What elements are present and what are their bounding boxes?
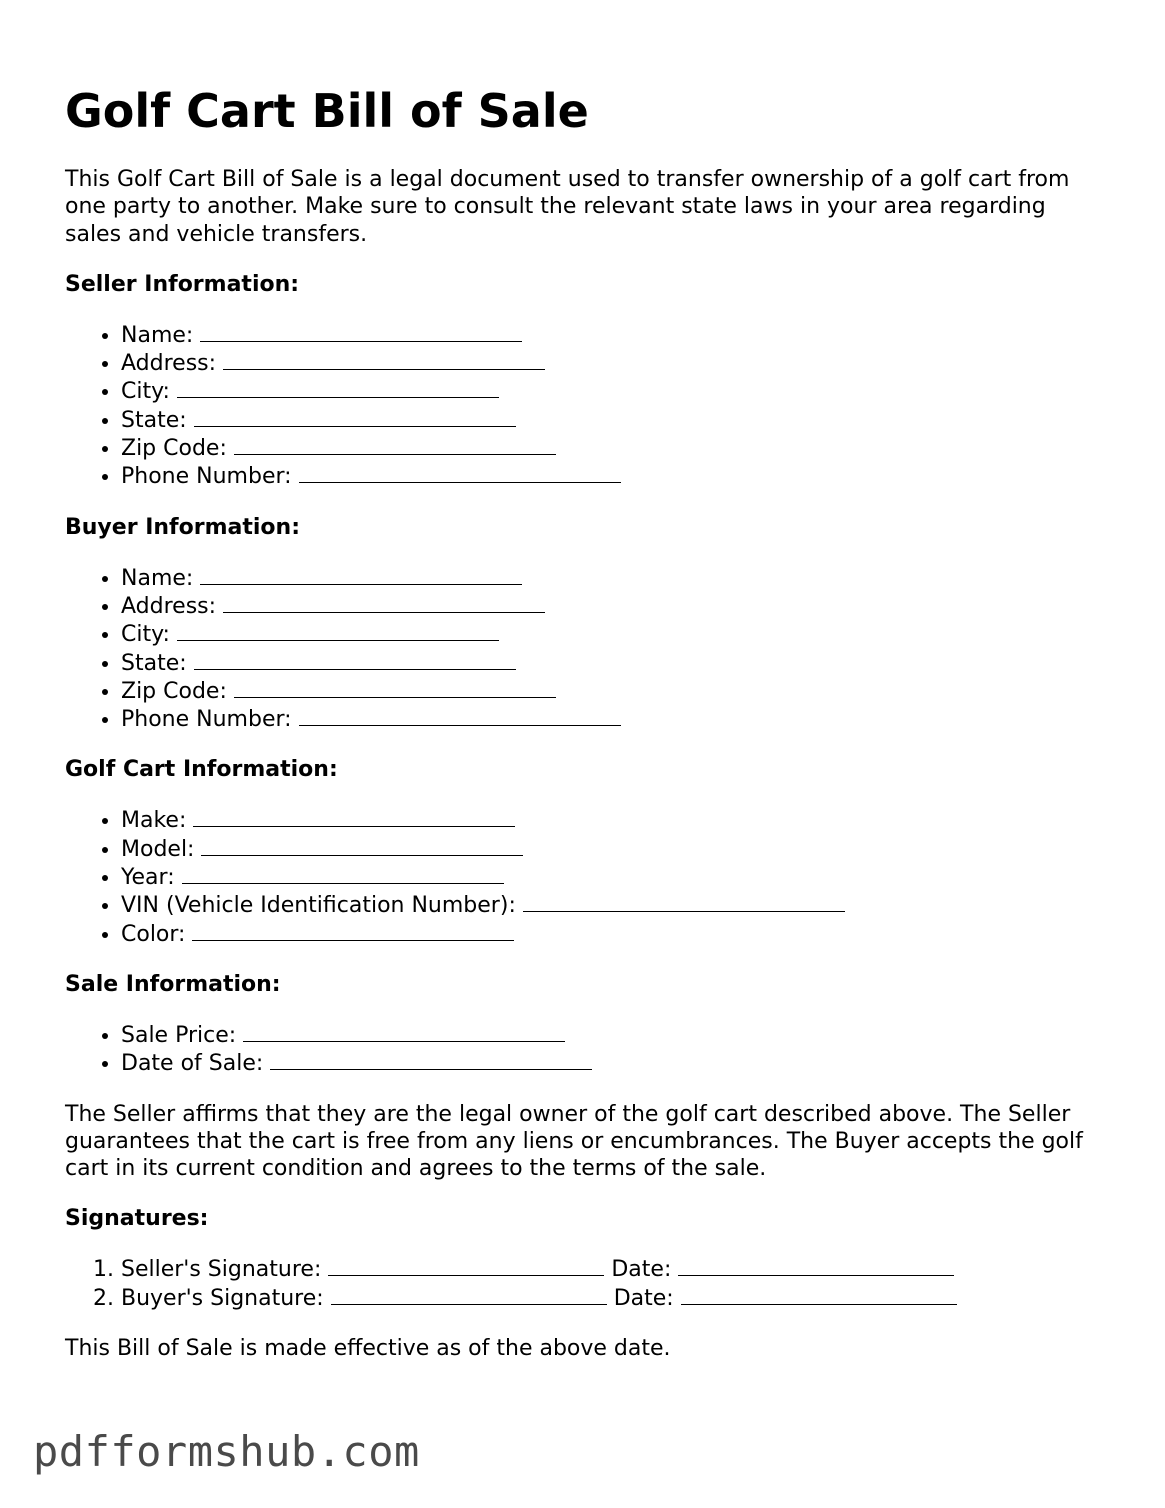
buyer-zip-item: • Zip Code:: [121, 677, 1105, 705]
buyer-phone-blank[interactable]: [299, 705, 621, 726]
seller-name-blank[interactable]: [200, 321, 522, 342]
cart-make-blank[interactable]: [193, 806, 515, 827]
signatures-heading: Signatures:: [65, 1206, 209, 1232]
seller-zip-item: • Zip Code:: [121, 434, 1105, 462]
cart-color-blank[interactable]: [192, 920, 514, 941]
cart-color-item: • Color:: [121, 920, 1105, 948]
cart-make-item: • Make:: [121, 806, 1105, 834]
document-title: Golf Cart Bill of Sale: [65, 84, 589, 138]
buyer-phone-item: • Phone Number:: [121, 705, 1105, 733]
buyer-address-item: • Address:: [121, 592, 1105, 620]
seller-zip-blank[interactable]: [234, 434, 556, 455]
seller-state-blank[interactable]: [194, 406, 516, 427]
seller-address-item: • Address:: [121, 349, 1105, 377]
sale-heading: Sale Information:: [65, 971, 281, 997]
cart-year-item: • Year:: [121, 863, 1105, 891]
buyer-zip-blank[interactable]: [234, 677, 556, 698]
buyer-name-blank[interactable]: [200, 564, 522, 585]
signatures-list: [65, 1255, 1105, 1312]
buyer-city-item: • City:: [121, 620, 1105, 648]
seller-fields-list: [65, 321, 1105, 491]
intro-paragraph: This Golf Cart Bill of Sale is a legal document used to transfer ownership of a golf cart from one party to another. Make sure to consult the relevant state laws in your area regarding sales and vehicle transfers.: [65, 167, 1070, 247]
seller-heading: Seller Information:: [65, 271, 300, 297]
buyer-state-item: • State:: [121, 649, 1105, 677]
sale-date-item: • Date of Sale:: [121, 1049, 1105, 1077]
sale-fields-list: [65, 1021, 1105, 1078]
buyer-signature-blank[interactable]: [331, 1284, 607, 1305]
seller-phone-blank[interactable]: [299, 462, 621, 483]
cart-year-blank[interactable]: [182, 863, 504, 884]
closing-paragraph: This Bill of Sale is made effective as of the above date.: [65, 1336, 671, 1362]
seller-signature-item: 1. Seller's Signature: Date:: [121, 1255, 1105, 1283]
seller-address-blank[interactable]: [223, 349, 545, 370]
buyer-signature-item: 2. Buyer's Signature: Date:: [121, 1284, 1105, 1312]
cart-heading: Golf Cart Information:: [65, 757, 338, 783]
buyer-state-blank[interactable]: [194, 649, 516, 670]
buyer-heading: Buyer Information:: [65, 514, 300, 540]
seller-signature-blank[interactable]: [328, 1255, 604, 1276]
buyer-date-blank[interactable]: [681, 1284, 957, 1305]
watermark: pdfformshub.com: [33, 1427, 420, 1476]
sale-date-blank[interactable]: [270, 1049, 592, 1070]
cart-fields-list: [65, 806, 1105, 947]
buyer-city-blank[interactable]: [177, 620, 499, 641]
sale-price-blank[interactable]: [243, 1021, 565, 1042]
seller-city-item: • City:: [121, 377, 1105, 405]
cart-vin-blank[interactable]: [523, 891, 845, 912]
affirmation-paragraph: The Seller affirms that they are the legal owner of the golf cart described above. The Seller guarantees that the cart is free from any liens or encumbrances. The Buyer accepts the golf cart in its current condition and agrees to the terms of the sale.: [65, 1101, 1083, 1182]
cart-model-blank[interactable]: [201, 835, 523, 856]
buyer-fields-list: [65, 564, 1105, 734]
seller-date-blank[interactable]: [678, 1255, 954, 1276]
seller-name-item: • Name:: [121, 321, 1105, 349]
sale-price-item: • Sale Price:: [121, 1021, 1105, 1049]
document-page: [65, 84, 1105, 1385]
seller-phone-item: • Phone Number:: [121, 462, 1105, 490]
seller-city-blank[interactable]: [177, 377, 499, 398]
cart-model-item: • Model:: [121, 835, 1105, 863]
buyer-address-blank[interactable]: [223, 592, 545, 613]
cart-vin-item: • VIN (Vehicle Identification Number):: [121, 891, 1105, 919]
seller-state-item: • State:: [121, 406, 1105, 434]
buyer-name-item: • Name:: [121, 564, 1105, 592]
